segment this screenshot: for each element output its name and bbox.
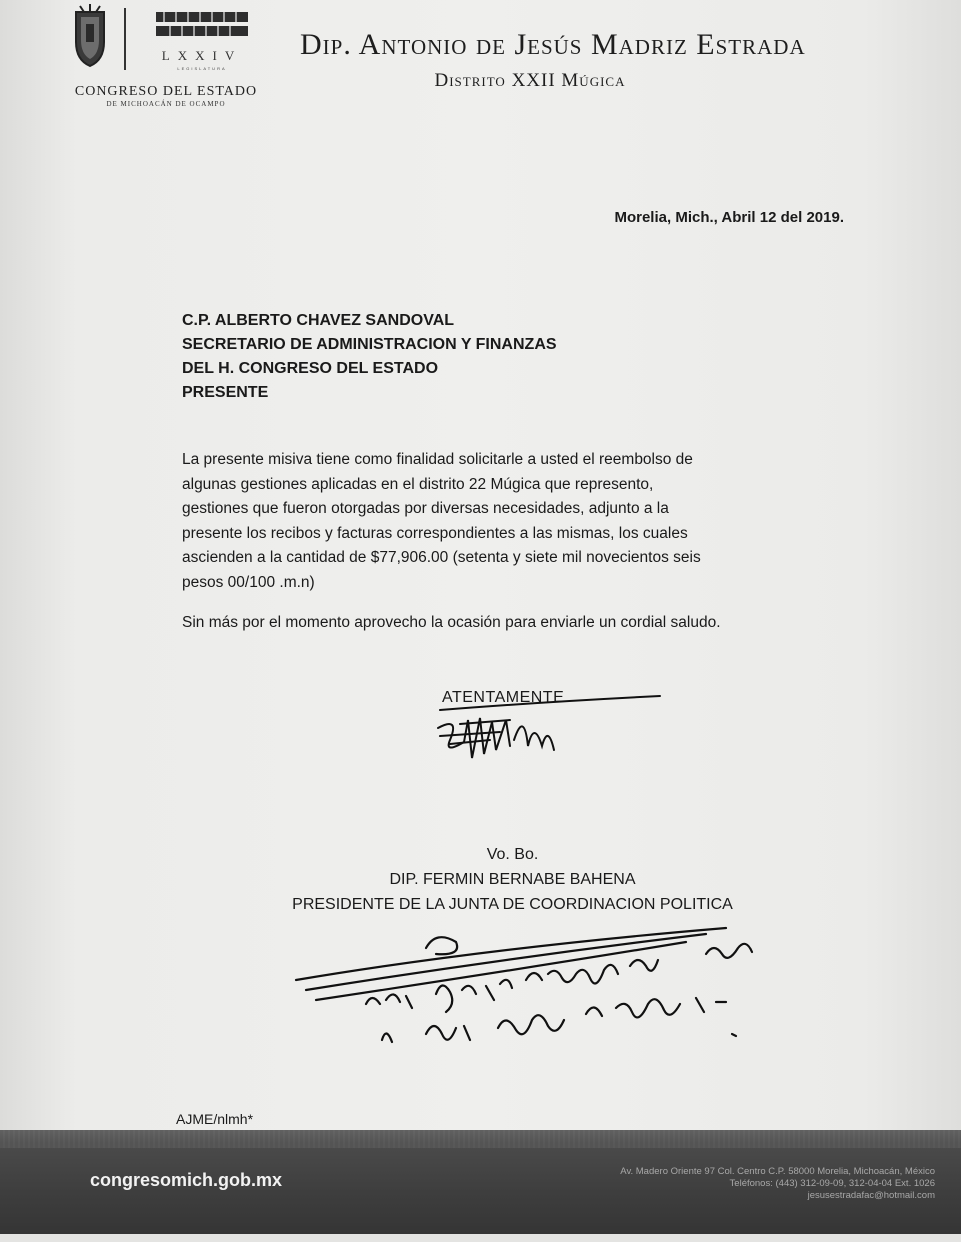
- body-line: pesos 00/100 .m.n): [182, 573, 315, 591]
- footer-address-line: Av. Madero Oriente 97 Col. Centro C.P. 58000 Morelia, Michoacán, México: [620, 1166, 935, 1177]
- legislature-number: LXXIV: [161, 48, 243, 63]
- recipient-line: SECRETARIO DE ADMINISTRACION Y FINANZAS: [182, 336, 557, 353]
- approval-block: [200, 842, 825, 917]
- body-line: gestiones que fueron otorgadas por diversas necesidades, adjunto a la: [182, 500, 669, 517]
- footer-texture: [0, 1130, 961, 1148]
- handwritten-approval-note: [286, 908, 806, 1068]
- letter-date: Morelia, Mich., Abril 12 del 2019.: [614, 209, 844, 226]
- legislature-block: [152, 6, 252, 72]
- deputy-name: Dip. Antonio de Jesús Madriz Estrada: [300, 28, 806, 61]
- footer-phone-line: Teléfonos: (443) 312-09-09, 312-04-04 Ext. 1026: [729, 1178, 935, 1189]
- approver-name: DIP. FERMIN BERNABE BAHENA: [389, 871, 636, 888]
- reference-initials: AJME/nlmh*: [176, 1111, 254, 1127]
- body-line: algunas gestiones aplicadas en el distrito 22 Múgica que represento,: [182, 475, 654, 493]
- atentamente-label: ATENTAMENTE: [442, 689, 565, 706]
- state-crest-icon: [70, 4, 110, 70]
- footer-address: [475, 1166, 935, 1202]
- recipient-line: DEL H. CONGRESO DEL ESTADO: [182, 360, 439, 377]
- body-line: La presente misiva tiene como finalidad solicitarle a usted el reembolso de: [182, 451, 693, 468]
- deputy-district: Distrito XXII Múgica: [434, 70, 626, 91]
- sender-signature: [420, 680, 680, 780]
- body-paragraph: [182, 448, 848, 595]
- body-line: presente los recibos y facturas correspondientes a las mismas, los cuales: [182, 524, 688, 542]
- approver-title: PRESIDENTE DE LA JUNTA DE COORDINACION POLITICA: [292, 896, 733, 913]
- footer-email-line: jesusestradafac@hotmail.com: [807, 1190, 935, 1201]
- page-bottom-edge: [0, 1234, 961, 1242]
- recipient-block: [182, 309, 782, 405]
- congress-name: CONGRESO DEL ESTADO: [74, 84, 258, 99]
- logo-divider: [124, 8, 126, 70]
- vobo-label: Vo. Bo.: [486, 846, 539, 863]
- congress-subtitle: DE MICHOACÁN DE OCAMPO: [106, 100, 226, 108]
- closing-line: Sin más por el momento aprovecho la ocasión para enviarle un cordial saludo.: [182, 614, 721, 631]
- recipient-line: C.P. ALBERTO CHAVEZ SANDOVAL: [182, 312, 455, 329]
- legislature-emblem-icon: [152, 6, 252, 46]
- body-line: ascienden a la cantidad de $77,906.00 (setenta y siete mil novecientos seis: [182, 549, 701, 566]
- recipient-line: PRESENTE: [182, 384, 269, 401]
- congress-logo: [56, 4, 276, 116]
- letter-footer: [0, 1130, 961, 1234]
- legislature-caption: LEGISLATURA: [177, 66, 227, 71]
- footer-website: congresomich.gob.mx: [90, 1170, 283, 1190]
